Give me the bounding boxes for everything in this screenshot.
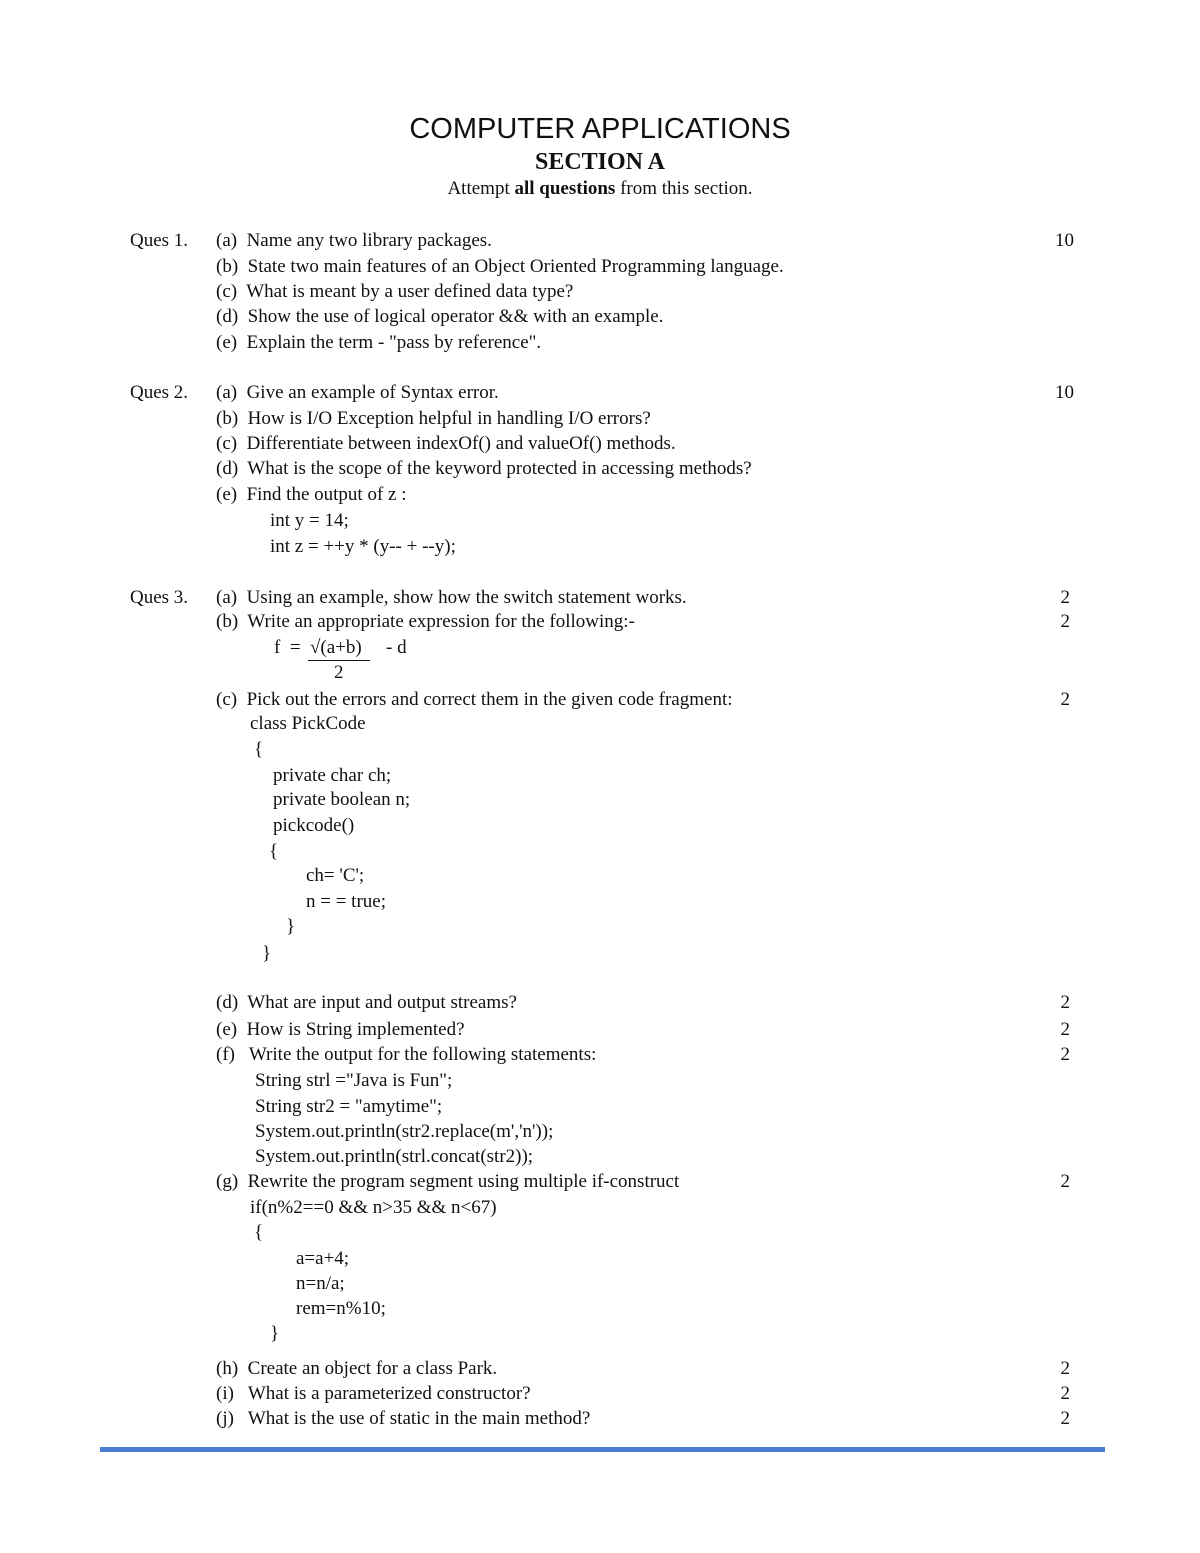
q3c-code-line: pickcode() bbox=[273, 815, 355, 836]
q3c-code-line: class PickCode bbox=[250, 713, 366, 734]
q2-code-line: int y = 14; bbox=[270, 510, 349, 531]
q3c-code-line: ch= 'C'; bbox=[306, 865, 365, 886]
q3g-code-line: a=a+4; bbox=[296, 1248, 350, 1269]
q2-item-a: (a) Give an example of Syntax error. bbox=[216, 382, 499, 403]
q3-g-marks: 2 bbox=[1060, 1171, 1070, 1192]
q3-item-c: (c) Pick out the errors and correct them in the given code fragment: bbox=[216, 689, 733, 710]
q1-item-a: (a) Name any two library packages. bbox=[216, 230, 492, 251]
q3-item-e: (e) How is String implemented? bbox=[216, 1019, 465, 1040]
q3-j-marks: 2 bbox=[1060, 1408, 1070, 1429]
q3-item-f: (f) Write the output for the following statements: bbox=[216, 1044, 597, 1065]
q2-marks: 10 bbox=[1055, 382, 1074, 403]
q2-item-d: (d) What is the scope of the keyword protected in accessing methods? bbox=[216, 458, 752, 479]
q1-item-e: (e) Explain the term - "pass by reference". bbox=[216, 332, 542, 353]
q3f-code-line: System.out.println(strl.concat(str2)); bbox=[255, 1146, 534, 1167]
instruction bbox=[0, 178, 1200, 200]
q3-b-marks: 2 bbox=[1060, 611, 1070, 632]
q3g-code-line: if(n%2==0 && n>35 && n<67) bbox=[250, 1197, 497, 1218]
q1-item-b: (b) State two main features of an Object Oriented Programming language. bbox=[216, 256, 784, 277]
q3c-code-line: { bbox=[269, 841, 279, 862]
q3c-code-line: } bbox=[286, 916, 296, 937]
q2-item-c: (c) Differentiate between indexOf() and valueOf() methods. bbox=[216, 433, 676, 454]
q3-i-marks: 2 bbox=[1060, 1383, 1070, 1404]
q3c-code-line: private boolean n; bbox=[273, 789, 411, 810]
q3g-code-line: n=n/a; bbox=[296, 1273, 345, 1294]
q1-item-d: (d) Show the use of logical operator && with an example. bbox=[216, 306, 664, 327]
instruction-pre: Attempt bbox=[447, 178, 515, 199]
instruction-bold: all questions bbox=[514, 178, 616, 199]
formula-numerator: √(a+b) bbox=[310, 637, 362, 658]
q3-label: Ques 3. bbox=[130, 587, 189, 608]
q1-item-c: (c) What is meant by a user defined data type? bbox=[216, 281, 574, 302]
q2-item-e: (e) Find the output of z : bbox=[216, 484, 407, 505]
section-title: SECTION A bbox=[534, 149, 666, 175]
instruction-post: from this section. bbox=[615, 178, 753, 199]
q3f-code-line: String str2 = "amytime"; bbox=[255, 1096, 443, 1117]
q3-f-marks: 2 bbox=[1060, 1044, 1070, 1065]
formula-denominator: 2 bbox=[334, 662, 344, 683]
q3f-code-line: String strl ="Java is Fun"; bbox=[255, 1070, 453, 1091]
page-title: COMPUTER APPLICATIONS bbox=[409, 113, 791, 145]
q2-label: Ques 2. bbox=[130, 382, 189, 403]
q3-item-b: (b) Write an appropriate expression for the following:- bbox=[216, 611, 635, 632]
fraction-bar bbox=[308, 660, 370, 661]
formula-lhs: f = bbox=[274, 637, 301, 658]
q3-item-i: (i) What is a parameterized constructor? bbox=[216, 1383, 531, 1404]
q3f-code-line: System.out.println(str2.replace(m','n')); bbox=[255, 1121, 554, 1142]
q3g-code-line: rem=n%10; bbox=[296, 1298, 386, 1319]
q3c-code-line: { bbox=[254, 739, 264, 760]
q1-label: Ques 1. bbox=[130, 230, 189, 251]
q3g-code-line: } bbox=[270, 1323, 280, 1344]
q3-item-d: (d) What are input and output streams? bbox=[216, 992, 517, 1013]
q3c-code-line: private char ch; bbox=[273, 765, 392, 786]
q1-marks: 10 bbox=[1055, 230, 1074, 251]
q3c-code-line: } bbox=[262, 943, 272, 964]
q2-code-line: int z = ++y * (y-- + --y); bbox=[270, 536, 456, 557]
q3-h-marks: 2 bbox=[1060, 1358, 1070, 1379]
q3-c-marks: 2 bbox=[1060, 689, 1070, 710]
q3-e-marks: 2 bbox=[1060, 1019, 1070, 1040]
q2-item-b: (b) How is I/O Exception helpful in handling I/O errors? bbox=[216, 408, 651, 429]
q3-item-g: (g) Rewrite the program segment using multiple if-construct bbox=[216, 1171, 680, 1192]
q3-a-marks: 2 bbox=[1060, 587, 1070, 608]
footer-rule bbox=[100, 1447, 1105, 1452]
q3-d-marks: 2 bbox=[1060, 992, 1070, 1013]
q3-item-h: (h) Create an object for a class Park. bbox=[216, 1358, 498, 1379]
formula-rest: - d bbox=[386, 637, 407, 658]
q3g-code-line: { bbox=[254, 1222, 264, 1243]
q3-item-j: (j) What is the use of static in the main method? bbox=[216, 1408, 591, 1429]
q3c-code-line: n = = true; bbox=[306, 891, 386, 912]
q3-item-a: (a) Using an example, show how the switch statement works. bbox=[216, 587, 687, 608]
